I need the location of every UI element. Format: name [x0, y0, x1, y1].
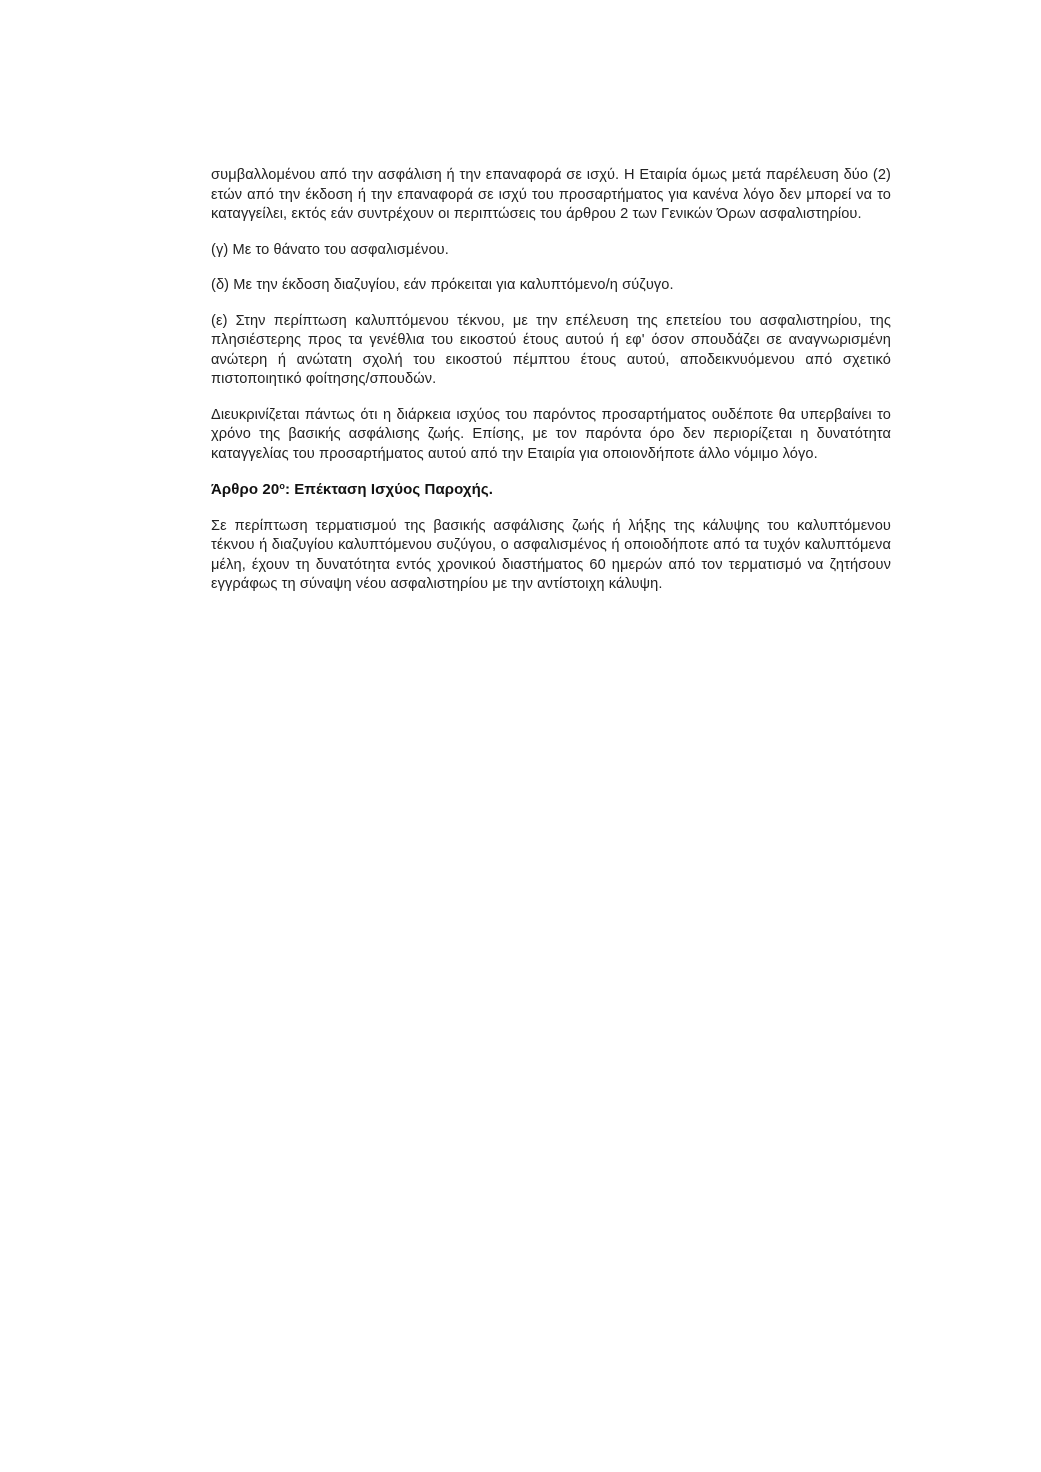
- document-body: [211, 166, 891, 611]
- article-heading-prefix: Άρθρο 20: [211, 481, 280, 498]
- paragraph-item-e: (ε) Στην περίπτωση καλυπτόμενου τέκνου, με την επέλευση της επετείου του ασφαλιστηρίου, της πλησιέστερης προς τα γενέθλια του εικοστού έτους αυτού ή εφ' όσον σπουδάζει σε αναγνωρισμένη ανώτερη ή ανώτατη σχολή του εικοστού πέμπτου έτους αυτού, αποδεικνυόμενου από σχετικό πιστοποιητικό φοίτησης/σπουδών.: [211, 312, 891, 387]
- article-heading-ordinal: ο: [279, 481, 285, 491]
- paragraph-item-c: (γ) Με το θάνατο του ασφαλισμένου.: [211, 241, 449, 258]
- paragraph-termination-continued: συμβαλλομένου από την ασφάλιση ή την επαναφορά σε ισχύ. Η Εταιρία όμως μετά παρέλευση δύο (2) ετών από την έκδοση ή την επαναφορά σε ισχύ του προσαρτήματος για κανένα λόγο δεν μπορεί να το καταγγείλει, εκτός εάν συντρέχουν οι περιπτώσεις του άρθρου 2 των Γενικών Όρων ασφαλιστηρίου.: [211, 167, 891, 222]
- paragraph-extension: Σε περίπτωση τερματισμού της βασικής ασφάλισης ζωής ή λήξης της κάλυψης του καλυπτόμενου τέκνου ή διαζυγίου καλυπτόμενου συζύγου, ο ασφαλισμένος ή οποιοδήποτε από τα τυχόν καλυπτόμενα μέλη, έχουν τη δυνατότητα εντός χρονικού διαστήματος 60 ημερών από τον τερματισμό να ζητήσουν εγγράφως τη σύναψη νέου ασφαλιστηρίου με την αντίστοιχη κάλυψη.: [211, 517, 891, 592]
- paragraph-item-d: (δ) Με την έκδοση διαζυγίου, εάν πρόκειται για καλυπτόμενο/η σύζυγο.: [211, 277, 674, 293]
- paragraph-clarification: Διευκρινίζεται πάντως ότι η διάρκεια ισχύος του παρόντος προσαρτήματος ουδέποτε θα υπερβαίνει το χρόνο της βασικής ασφάλισης ζωής. Επίσης, με τον παρόντα όρο δεν περιορίζεται η δυνατότητα καταγγελίας του προσαρτήματος αυτού από την Εταιρία για οποιονδήποτε άλλο νόμιμο λόγο.: [211, 406, 891, 462]
- article-20-heading: [211, 480, 891, 500]
- article-heading-title: : Επέκταση Ισχύος Παροχής.: [284, 481, 494, 498]
